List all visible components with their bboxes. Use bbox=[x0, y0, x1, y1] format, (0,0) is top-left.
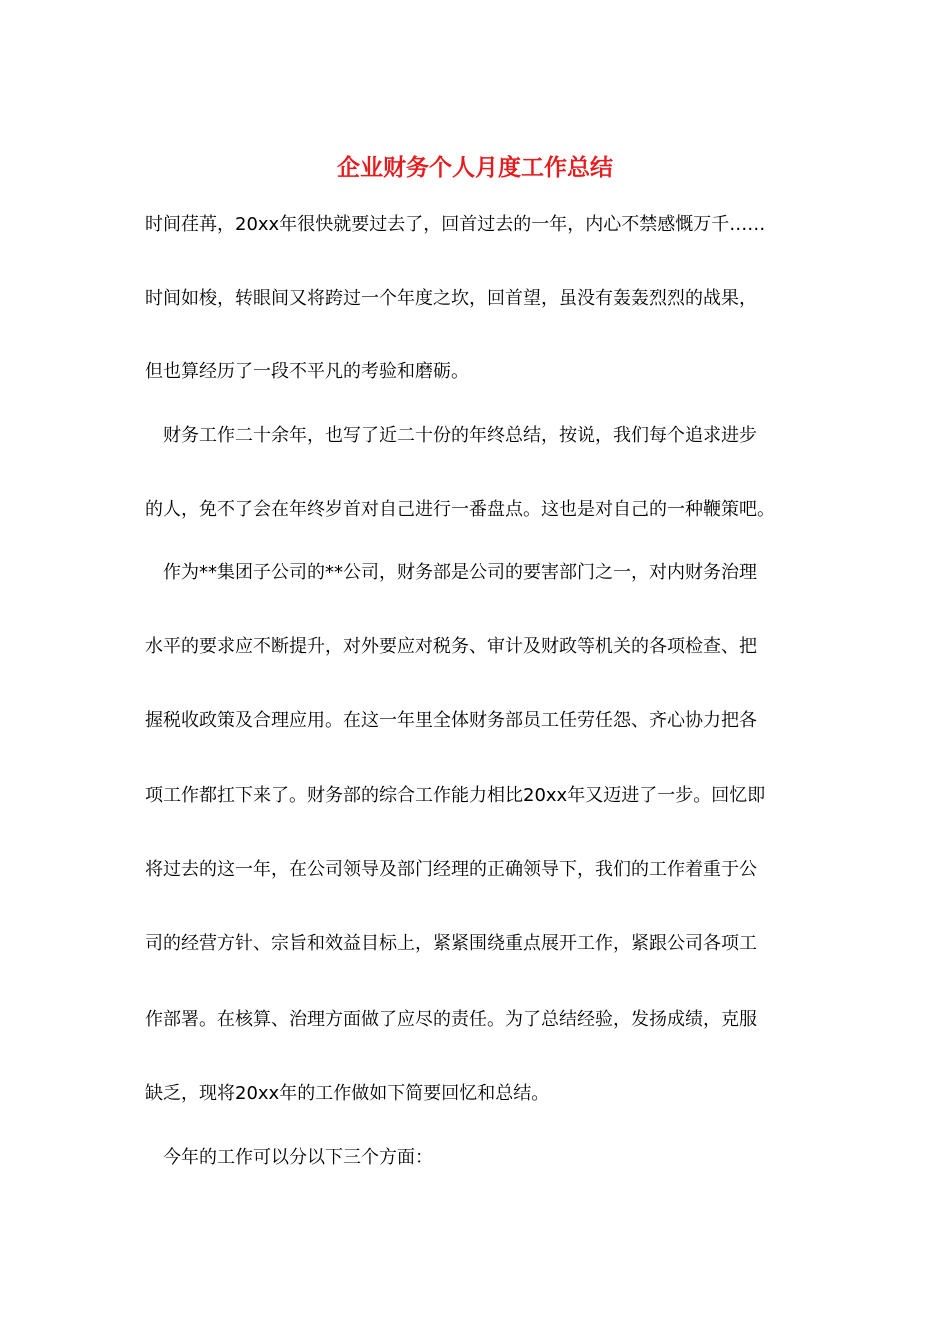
document-title: 企业财务个人月度工作总结 bbox=[337, 154, 613, 181]
body-line: 水平的要求应不断提升，对外要应对税务、审计及财政等机关的各项检查、把 bbox=[145, 636, 757, 657]
body-line: 将过去的这一年，在公司领导及部门经理的正确领导下，我们的工作着重于公 bbox=[145, 859, 757, 880]
body-line: 的人，免不了会在年终岁首对自己进行一番盘点。这也是对自己的一种鞭策吧。 bbox=[145, 499, 775, 520]
body-line: 缺乏，现将20xx年的工作做如下简要回忆和总结。 bbox=[145, 1083, 550, 1104]
body-line: 作为**集团子公司的**公司，财务部是公司的要害部门之一，对内财务治理 bbox=[163, 562, 757, 583]
body-line: 项工作都扛下来了。财务部的综合工作能力相比20xx年又迈进了一步。回忆即 bbox=[145, 785, 766, 806]
body-line: 财务工作二十余年，也写了近二十份的年终总结，按说，我们每个追求进步 bbox=[163, 425, 757, 446]
body-line: 时间如梭，转眼间又将跨过一个年度之坎，回首望，虽没有轰轰烈烈的战果， bbox=[145, 288, 757, 309]
body-line: 司的经营方针、宗旨和效益目标上，紧紧围绕重点展开工作，紧跟公司各项工 bbox=[145, 933, 757, 954]
body-line: 握税收政策及合理应用。在这一年里全体财务部员工任劳任怨、齐心协力把各 bbox=[145, 710, 757, 731]
body-line: 今年的工作可以分以下三个方面： bbox=[163, 1147, 433, 1168]
body-line: 作部署。在核算、治理方面做了应尽的责任。为了总结经验，发扬成绩，克服 bbox=[145, 1009, 757, 1030]
body-line: 时间荏苒，20xx年很快就要过去了，回首过去的一年，内心不禁感慨万千…… bbox=[145, 214, 766, 235]
body-line: 但也算经历了一段不平凡的考验和磨砺。 bbox=[145, 361, 469, 382]
